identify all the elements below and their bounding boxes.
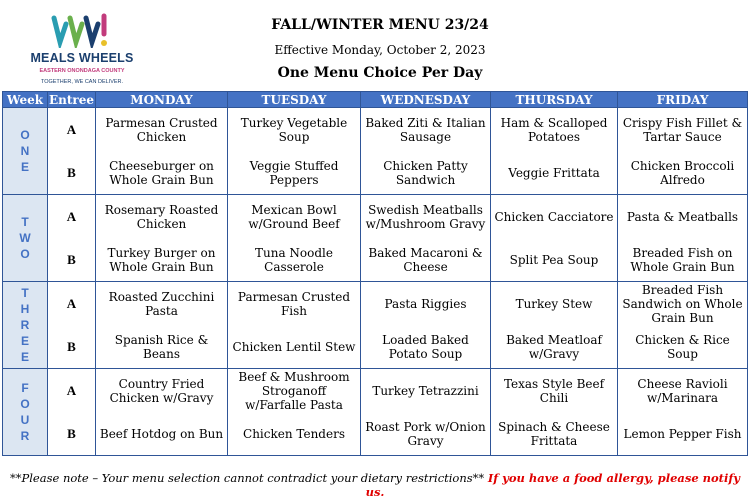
menu-item-thursday: Texas Style Beef Chili [491,369,618,413]
week-letter: T [21,215,29,229]
week-letter: N [20,144,30,158]
menu-item-thursday: Chicken Cacciatore [491,195,618,239]
table-row [3,325,748,369]
table-row [3,195,748,239]
menu-item-friday: Cheese Ravioli w/Marinara [618,369,748,413]
week-letter: E [20,350,29,364]
menu-item-monday: Country Fried Chicken w/Gravy [96,369,228,413]
menu-item-friday: Chicken Broccoli Alfredo [618,151,748,195]
header-week: Week [3,92,48,108]
week-letter: H [20,302,30,316]
menu-item-tuesday: Veggie Stuffed Peppers [228,151,361,195]
logo-subtitle: EASTERN ONONDAGA COUNTY [39,68,125,74]
menu-item-friday: Crispy Fish Fillet & Tartar Sauce [618,108,748,152]
menu-subtitle: One Menu Choice Per Day [277,65,483,81]
entree-letter: A [48,108,96,152]
menu-item-wednesday: Pasta Riggies [361,282,491,326]
week-letter: F [21,381,29,395]
menu-item-friday: Chicken & Rice Soup [618,325,748,369]
week-label [3,108,48,195]
menu-item-thursday: Veggie Frittata [491,151,618,195]
week-letter: O [20,247,30,261]
week-letter: U [20,413,30,427]
effective-date: Effective Monday, October 2, 2023 [274,43,486,57]
menu-item-monday: Parmesan Crusted Chicken [96,108,228,152]
table-row [3,282,748,326]
table-row [3,108,748,152]
week-label [3,282,48,369]
menu-item-tuesday: Chicken Lentil Stew [228,325,361,369]
week-letter: O [20,128,30,142]
week-label [3,195,48,282]
menu-item-tuesday: Mexican Bowl w/Ground Beef [228,195,361,239]
entree-letter: A [48,195,96,239]
menu-item-tuesday: Parmesan Crusted Fish [228,282,361,326]
menu-item-wednesday: Baked Macaroni & Cheese [361,238,491,282]
menu-item-monday: Cheeseburger on Whole Grain Bun [96,151,228,195]
header-entree: Entree [48,92,94,107]
menu-item-wednesday: Baked Ziti & Italian Sausage [361,108,491,152]
menu-item-friday: Pasta & Meatballs [618,195,748,239]
table-row [3,151,748,195]
entree-letter: B [48,325,96,369]
week-letter: T [21,286,29,300]
header-tuesday: TUESDAY [228,92,361,108]
logo-tagline: TOGETHER, WE CAN DELIVER. [40,79,124,85]
menu-item-thursday: Baked Meatloaf w/Gravy [491,325,618,369]
week-letter: W [19,231,31,245]
logo-name: MEALS WHEELS [30,51,134,65]
menu-item-tuesday: Beef & Mushroom Stroganoff w/Farfalle Pasta [228,369,361,413]
week-letter: E [20,160,29,174]
menu-item-wednesday: Roast Pork w/Onion Gravy [361,412,491,456]
week-letter: O [20,397,30,411]
entree-letter: B [48,412,96,456]
header-friday: FRIDAY [618,92,748,108]
menu-item-friday: Breaded Fish on Whole Grain Bun [618,238,748,282]
menu-item-thursday: Ham & Scalloped Potatoes [491,108,618,152]
entree-letter: B [48,151,96,195]
menu-item-wednesday: Turkey Tetrazzini [361,369,491,413]
week-letter: R [20,429,30,443]
table-row [3,238,748,282]
header-wednesday: WEDNESDAY [361,92,491,108]
menu-item-monday: Turkey Burger on Whole Grain Bun [96,238,228,282]
menu-item-tuesday: Chicken Tenders [228,412,361,456]
menu-item-thursday: Turkey Stew [491,282,618,326]
header-monday: MONDAY [96,92,228,108]
menu-table [2,91,748,456]
dietary-restrictions-note: **Please note – Your menu selection cannot contradict your dietary restrictions** [10,471,485,485]
entree-letter: A [48,282,96,326]
menu-item-monday: Rosemary Roasted Chicken [96,195,228,239]
menu-item-monday: Roasted Zucchini Pasta [96,282,228,326]
menu-item-tuesday: Turkey Vegetable Soup [228,108,361,152]
menu-item-thursday: Spinach & Cheese Frittata [491,412,618,456]
menu-item-friday: Breaded Fish Sandwich on Whole Grain Bun [618,282,748,326]
menu-item-tuesday: Tuna Noodle Casserole [228,238,361,282]
week-label [3,369,48,456]
entree-letter: A [48,369,96,413]
menu-item-monday: Beef Hotdog on Bun [96,412,228,456]
menu-item-wednesday: Chicken Patty Sandwich [361,151,491,195]
entree-letter: B [48,238,96,282]
table-row [3,412,748,456]
menu-item-thursday: Split Pea Soup [491,238,618,282]
menu-title: FALL/WINTER MENU 23/24 [271,17,489,33]
menu-item-wednesday: Loaded Baked Potato Soup [361,325,491,369]
header-thursday: THURSDAY [491,92,618,108]
table-row [3,369,748,413]
meals-on-wheels-logo [22,8,142,90]
food-allergy-note: If you have a food allergy, please notify us. [365,471,740,499]
menu-item-monday: Spanish Rice & Beans [96,325,228,369]
dietary-note [0,471,750,499]
logo-mark-icon [48,12,114,48]
week-letter: E [20,334,29,348]
menu-item-friday: Lemon Pepper Fish [618,412,748,456]
week-letter: R [20,318,30,332]
menu-item-wednesday: Swedish Meatballs w/Mushroom Gravy [361,195,491,239]
table-header-row [3,92,748,108]
